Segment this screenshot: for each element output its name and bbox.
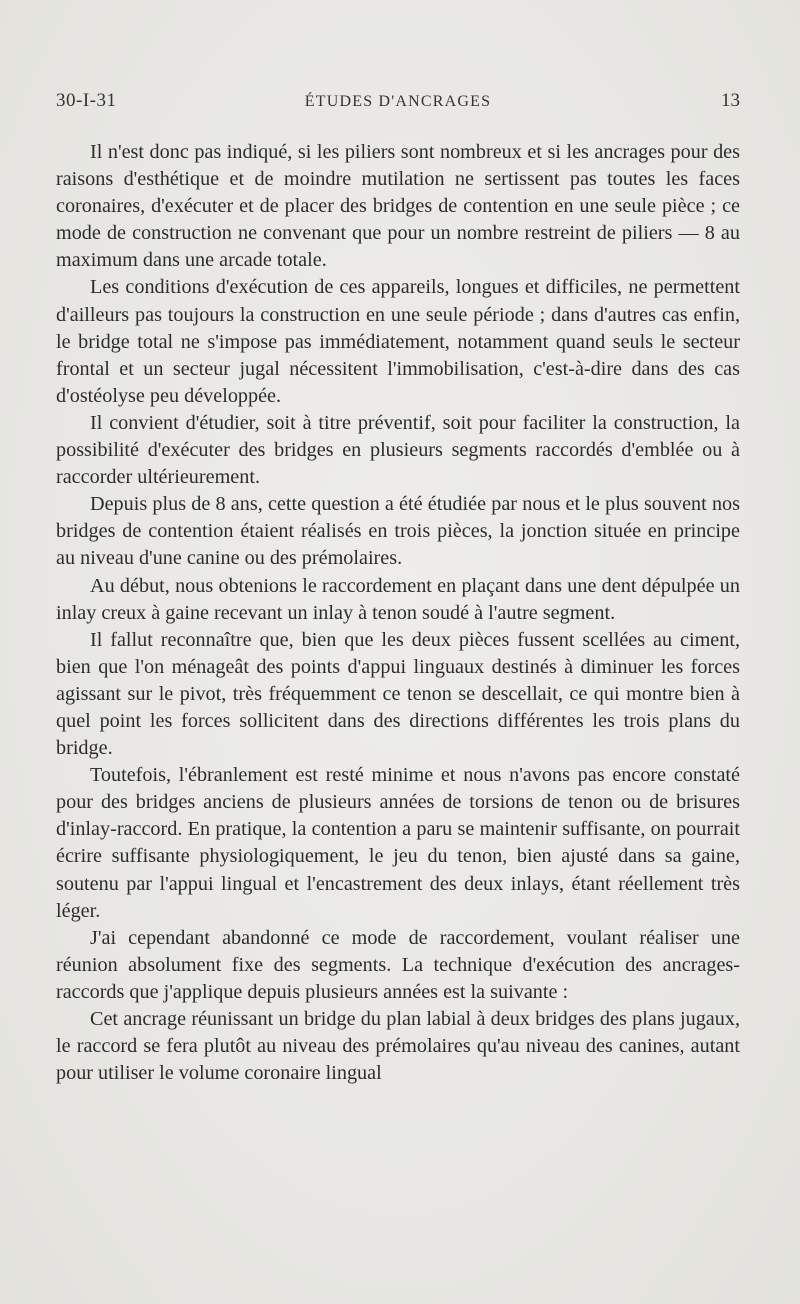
section-reference: 30-I-31 — [56, 90, 117, 111]
paragraph: Les conditions d'exécution de ces appareils, longues et difficiles, ne permettent d'ailleurs pas toujours la construction en une seule période ; dans d'autres cas enfin, le bridge total ne s'impose pas immédiatement, notamment quand seuls le secteur frontal et un secteur jugal nécessitent l'immobilisation, c'est-à-dire dans des cas d'ostéolyse peu développée. — [56, 276, 740, 407]
running-header — [56, 90, 740, 122]
paragraph: Toutefois, l'ébranlement est resté minime et nous n'avons pas encore constaté pour des bridges anciens de plusieurs années de torsions de tenon ou de brisures d'inlay-raccord. En pratique, la contention a paru se maintenir suffisante, on pourrait écrire suffisante physiologiquement, le jeu du tenon, bien ajusté dans sa gaine, soutenu par l'appui lingual et l'encastrement des deux inlays, étant réellement très léger. — [56, 764, 740, 922]
paragraph: J'ai cependant abandonné ce mode de raccordement, voulant réaliser une réunion absolument fixe des segments. La technique d'exécution des ancrages-raccords que j'applique depuis plusieurs années est la suivante : — [56, 926, 740, 1003]
paragraph: Il convient d'étudier, soit à titre préventif, soit pour faciliter la construction, la possibilité d'exécuter des bridges en plusieurs segments raccordés d'emblée ou à raccorder ultérieurement. — [56, 411, 740, 489]
paragraph: Il fallut reconnaître que, bien que les deux pièces fussent scellées au ciment, bien que l'on ménageât des points d'appui linguaux destinés à diminuer les forces agissant sur le pivot, très fréquemment ce tenon se descellait, ce qui montre bien à quel point les forces sollicitent dans des directions différentes les trois plans du bridge. — [56, 628, 740, 760]
paragraph: Cet ancrage réunissant un bridge du plan labial à deux bridges des plans jugaux, le raccord se fera plutôt au niveau des prémolaires qu'au niveau des canines, autant pour utiliser le volume coronaire lingual — [56, 1008, 740, 1085]
body-text — [56, 139, 740, 1087]
paragraph: Au début, nous obtenions le raccordement en plaçant dans une dent dépulpée un inlay creux à gaine recevant un inlay à tenon soudé à l'autre segment. — [56, 574, 740, 624]
paragraph: Il n'est donc pas indiqué, si les piliers sont nombreux et si les ancrages pour des raisons d'esthétique et de moindre mutilation ne sertissent pas toutes les faces coronaires, d'exécuter et de placer des bridges de contention en une seule pièce ; ce mode de construction ne convenant que pour un nombre restreint de piliers — 8 au maximum dans une arcade totale. — [56, 141, 740, 272]
running-title: ÉTUDES D'ANCRAGES — [304, 93, 492, 110]
page-number: 13 — [721, 90, 740, 111]
paragraph: Depuis plus de 8 ans, cette question a été étudiée par nous et le plus souvent nos bridges de contention étaient réalisés en trois pièces, la jonction située en principe au niveau d'une canine ou des prémolaires. — [56, 493, 740, 570]
